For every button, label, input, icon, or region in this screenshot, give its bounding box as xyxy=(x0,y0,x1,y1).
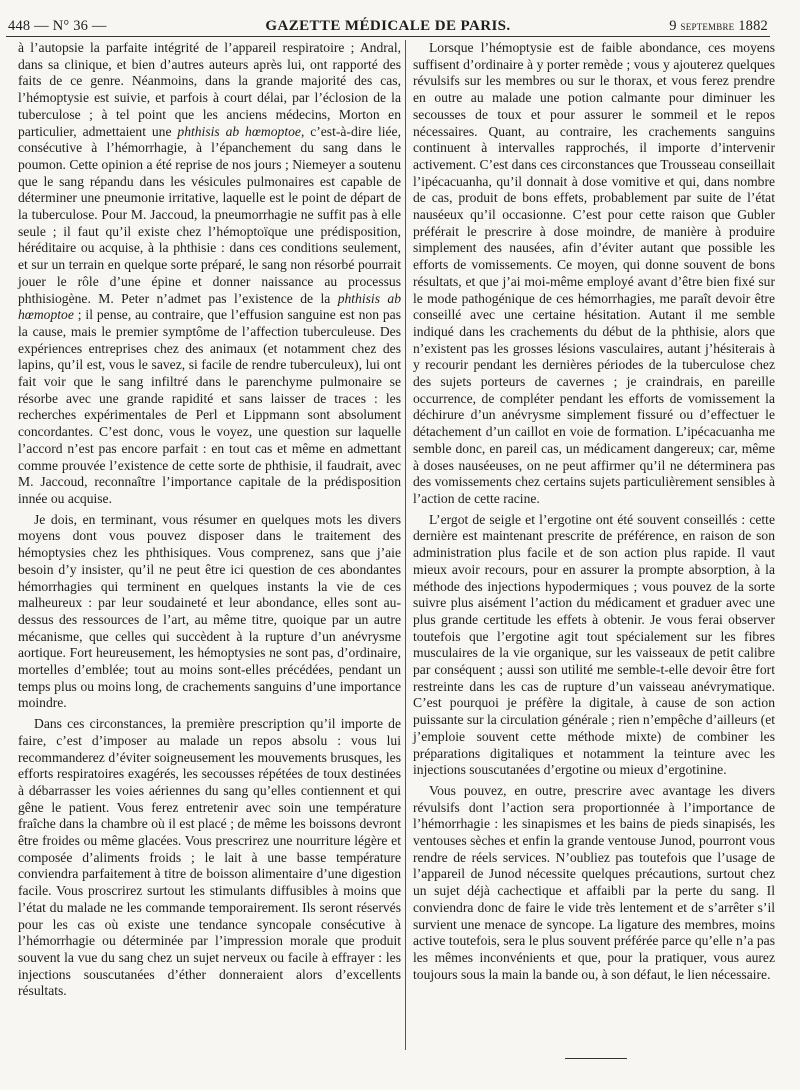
latin-term: phthisis ab hœmoptoe xyxy=(18,290,401,323)
left-paragraph-1 xyxy=(18,40,401,508)
journal-title: GAZETTE MÉDICALE DE PARIS. xyxy=(265,18,511,34)
right-column xyxy=(413,40,775,983)
date-year: 1882 xyxy=(738,18,768,34)
page-header xyxy=(8,6,768,38)
left-p1-text-c: ; il pense, au contraire, que l’effusion sanguine est non pas la cause, mais le premier symptôme de l’affection tuberculeuse. Des expériences entreprises chez des animaux (et notamment chez des lapins, qu’il est, vous le savez, si facile de rendre tuberculeux), lui ont fait voir que le sang infiltré dans le parenchyme pulmonaire se résorbe avec une grande rapidité et sans laisser de traces : les recherches expérimentales de Perl et Lippmann sont absolument concordantes. C’est donc, vous le voyez, une question sur laquelle l’accord n’est pas encore parfait : en tout cas et même en admettant comme prouvée l’existence de cette sorte de phthisie, il faudrait, avec M. Jaccoud, reconnaître l’importance capitale de la prédisposition innée ou acquise. xyxy=(18,307,401,506)
left-paragraph-3: Dans ces circonstances, la première prescription qu’il importe de faire, c’est d’imposer au malade un repos absolu : vous lui recommanderez d’éviter soigneusement les mouvements brusques, les efforts respiratoires exagérés, les secousses répétées de toux destinées à débarrasser les voies aériennes du sang qu’elles contiennent et qui gêne le patient. Vous ferez entretenir avec soin une température fraîche dans la chambre où il est placé ; de même les boissons devront être froides ou même glacées. Vous prescrirez une nourriture légère et composée d’aliments froids ; le lait à une basse température conviendra parfaitement à titre de boisson alimentaire d’une digestion facile. Vous proscrirez surtout les stimulants diffusibles à moins que l’état du malade ne les commande temporairement. Ils seront réservés pour les cas où existe une tendance syncopale consécutive à l’hémorrhagie ou déterminée par l’impression morale que produit souvent la vue du sang chez un sujet nerveux ou facile à effrayer : les injections souscutanées d’éther donneraient alors d’excellents résultats. xyxy=(18,716,401,999)
column-divider xyxy=(405,40,406,1050)
issue-number: N° 36 — xyxy=(52,18,107,34)
left-paragraph-2: Je dois, en terminant, vous résumer en quelques mots les divers moyens dont vous pouvez disposer dans le traitement des hémoptysies chez les phthisiques. Vous comprenez, sans que j’aie besoin d’y insister, qu’il ne peut être ici question de ces abondantes hémorrhagies qui terminent en quelques instants la vie de ces malheureux : par leur soudaineté et leur abondance, elles sont au-dessus des ressources de l’art, au même titre, quoique par un autre mécanisme, que celles qui succèdent à la rupture d’un anévrysme aortique. Fort heureusement, les hémoptysies ne sont pas, d’ordinaire, mortelles d’emblée; tout au moins sont-elles précédées, pendant un temps plus ou moins long, de crachements sanguins d’une importance moindre. xyxy=(18,511,401,711)
end-rule xyxy=(565,1058,627,1059)
left-column xyxy=(18,40,401,1000)
latin-term: phthisis ab hœmoptoe xyxy=(177,123,301,139)
right-paragraph-2: L’ergot de seigle et l’ergotine ont été souvent conseillés : cette dernière est maintenant prescrite de préférence, en raison de son administration plus facile et de son action plus rapide. Il vaut mieux avoir recours, pour en assurer la prompte absorption, à la méthode des injections hypodermiques ; vous pouvez de la sorte suivre plus aisément l’action du médicament et graduer avec une plus grande certitude les effets à obtenir. Je vous ferai observer toutefois que l’ergotine agit tout spécialement sur les fibres musculaires de la vie organique, sur les vaisseaux de petit calibre par conséquent ; aussi son utilité me semble-t-elle devoir être fort restreinte dans les cas de rupture d’un vaisseau anévrymatique. C’est pourquoi je préfère la digitale, à cause de son action puissante sur la circulation générale ; rien n’empêche d’ailleurs (et j’emploie souvent cette méthode mixte) de combiner les préparations digitaliques et notamment la teinture avec les injections souscutanées d’ergotine ou mieux d’ergotinine. xyxy=(413,511,775,778)
left-p1-text-b: , c’est-à-dire liée, consécutive à l’hémorrhagie, à l’épanchement du sang dans le poumon. Cette opinion a été reprise de nos jours ; Niemeyer a soutenu que le sang répandu dans les vésicules pulmonaires est capable de déterminer une pneumonie irritative, laquelle est le point de départ de la tuberculose. Pour M. Jaccoud, la pneumorrhagie ne suffit pas à elle seule ; il faut qu’il existe chez l’hémoptoïque une prédisposition, héréditaire ou acquise, à la phthisie : dans ces conditions seulement, et sur un terrain en quelque sorte préparé, le sang non résorbé pourrait jouer le rôle d’une épine et donner naissance au processus phthisiogène. M. Peter n’admet pas l’existence de la xyxy=(18,123,401,306)
date-day: 9 xyxy=(669,18,677,34)
header-rule xyxy=(6,36,770,37)
right-paragraph-3: Vous pouvez, en outre, prescrire avec avantage les divers révulsifs dont l’action sera proportionnée à l’importance de l’hémorrhagie : les sinapismes et les bains de pieds sinapisés, les ventouses sèches et enfin la grande ventouse Junod, pourront vous rendre de réels services. N’oubliez pas toutefois que l’usage de l’appareil de Junod nécessite quelques précautions, surtout chez un sujet déjà cachectique et affaibli par la perte du sang. Il conviendra donc de faire le vide très lentement et de s’arrêter s’il survient une menace de syncope. La ligature des membres, moins active toutefois, sera le plus souvent préférée parce qu’elle n’a pas les mêmes inconvénients et que, pour la pratiquer, vous aurez toujours sous la main la bande ou, à son défaut, le lien nécessaire. xyxy=(413,782,775,982)
page-number: 448 — xyxy=(8,18,49,34)
date-month: septembre xyxy=(680,18,735,33)
right-paragraph-1: Lorsque l’hémoptysie est de faible abondance, ces moyens suffisent d’ordinaire à y porter remède ; vous y ajouterez quelques révulsifs sur les membres ou sur le thorax, et vous ferez prendre en outre au malade une potion calmante pour diminuer les secousses de toux et pour assurer le sommeil et le repos nécessaires. Quant, au contraire, les crachements sanguins continuent à intervalles rapprochés, il importe d’intervenir activement. C’est dans ces circonstances que Trousseau conseillait l’ipécacuanha, qu’il donnait à dose vomitive et qui, dans nombre de cas, produit de bons effets, probablement par suite de l’état nauséeux qu’il occasionne. C’est pour cette raison que Gubler préférait le prescrire à dose moindre, de manière à produire simplement des nausées, afin d’éviter autant que possible les efforts de vomissements. Ce moyen, qui donne souvent de bons résultats, et que j’ai moi-même employé avant d’être bien fixé sur le mode pathogénique de ces hémorrhagies, me paraît devoir être conseillé avec une certaine hésitation. Autant il me semble indiqué dans les crachements du début de la phthisie, alors que n’existent pas les grosses lésions vasculaires, autant j’hésiterais à y recourir pendant les dernières périodes de la tuberculose chez des sujets porteurs de cavernes ; je craindrais, en pareille occurrence, de compléter pendant les efforts de vomissement la déchirure d’un anévrysme simplement fissuré ou d’effectuer le détachement d’un caillot en voie de formation. L’ipécacuanha me semble donc, en pareil cas, un médicament dangereux; car, même à doses nauséeuses, on ne peut affirmer qu’il ne déterminera pas des vomissements chez certains sujets particulièrement sensibles à l’action de cette racine. xyxy=(413,40,775,506)
left-p1-text-a: à l’autopsie la parfaite intégrité de l’appareil respiratoire ; Andral, dans sa clinique, et bien d’autres auteurs après lui, ont rapporté des faits de ce genre. Néanmoins, dans la grande majorité des cas, l’hémoptysie est suivie, et parfois à court délai, par l’éclosion de la tuberculose ; à tel point que les anciens médecins, Morton en particulier, admettaient une xyxy=(18,40,401,139)
issue-date xyxy=(669,18,768,35)
